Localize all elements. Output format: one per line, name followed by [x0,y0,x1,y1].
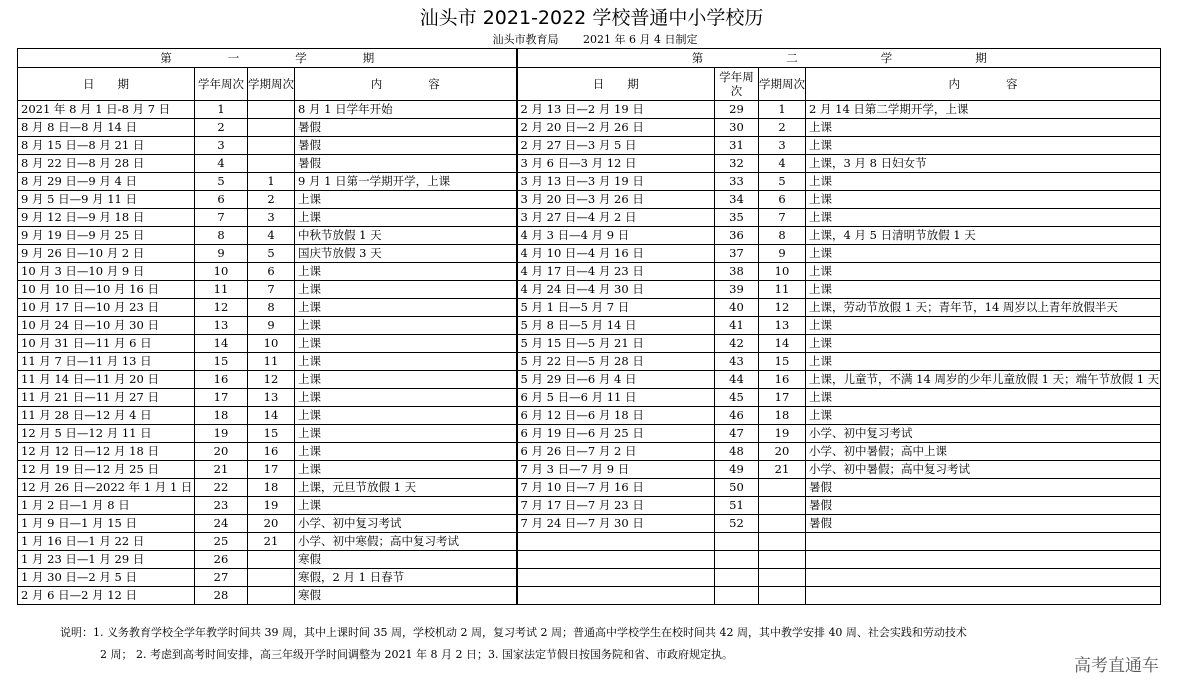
table-row [18,245,1161,263]
term-week-cell: 21 [759,461,806,479]
term-week-cell: 13 [248,389,295,407]
term-week-cell: 17 [248,461,295,479]
term-week-cell [759,497,806,515]
term-week-cell [759,533,806,551]
table-row [18,569,1161,587]
table-row [18,137,1161,155]
date-cell: 7 月 3 日—7 月 9 日 [517,461,715,479]
year-week-cell: 9 [195,245,248,263]
year-week-cell: 11 [195,281,248,299]
watermark-text: 高考直通车 [1074,656,1159,676]
date-cell: 9 月 12 日—9 月 18 日 [18,209,195,227]
year-week-cell: 29 [715,101,759,119]
content-cell: 上课 [806,209,1161,227]
year-week-cell: 47 [715,425,759,443]
content-cell: 上课，元旦节放假 1 天 [295,479,517,497]
content-cell: 上课 [295,191,517,209]
year-week-cell: 20 [195,443,248,461]
term-week-cell [759,587,806,605]
term-week-cell: 2 [248,191,295,209]
term-week-cell: 19 [759,425,806,443]
content-cell: 上课 [295,299,517,317]
year-week-cell: 16 [195,371,248,389]
term-week-cell [248,119,295,137]
table-row [18,335,1161,353]
content-cell [806,569,1161,587]
content-cell: 上课 [295,281,517,299]
table-row [18,587,1161,605]
date-cell: 8 月 8 日—8 月 14 日 [18,119,195,137]
date-cell: 12 月 12 日—12 月 18 日 [18,443,195,461]
year-week-cell: 1 [195,101,248,119]
content-cell: 上课 [295,317,517,335]
year-week-cell [715,587,759,605]
term-week-cell: 11 [759,281,806,299]
content-cell: 上课 [806,119,1161,137]
year-week-cell: 36 [715,227,759,245]
notes-line-2: 2 周； 2. 考虑到高考时间安排，高三年级开学时间调整为 2021 年 8 月 2 日；3. 国家法定节假日按国务院和省、市政府规定执。 [100,648,733,661]
content-cell: 2 月 14 日第二学期开学，上课 [806,101,1161,119]
year-week-cell: 2 [195,119,248,137]
year-week-cell: 42 [715,335,759,353]
term-week-cell: 3 [759,137,806,155]
year-week-cell: 5 [195,173,248,191]
year-week-cell: 22 [195,479,248,497]
table-row [18,443,1161,461]
term-week-cell [759,479,806,497]
content-cell: 上课 [806,353,1161,371]
term-week-cell: 20 [248,515,295,533]
year-week-cell: 23 [195,497,248,515]
date-cell: 7 月 24 日—7 月 30 日 [517,515,715,533]
content-cell: 中秋节放假 1 天 [295,227,517,245]
year-week-cell: 24 [195,515,248,533]
content-cell: 上课 [295,407,517,425]
term-week-cell [248,155,295,173]
content-cell: 上课，4 月 5 日清明节放假 1 天 [806,227,1161,245]
content-cell: 上课 [806,173,1161,191]
term-week-cell: 15 [759,353,806,371]
year-week-cell: 8 [195,227,248,245]
year-week-cell [715,533,759,551]
date-cell: 12 月 19 日—12 月 25 日 [18,461,195,479]
date-cell: 5 月 8 日—5 月 14 日 [517,317,715,335]
table-row [18,191,1161,209]
term-week-cell: 1 [759,101,806,119]
content-cell: 暑假 [806,515,1161,533]
date-cell: 11 月 28 日—12 月 4 日 [18,407,195,425]
year-week-cell: 17 [195,389,248,407]
date-cell: 7 月 10 日—7 月 16 日 [517,479,715,497]
date-cell: 11 月 14 日—11 月 20 日 [18,371,195,389]
table-row [18,227,1161,245]
content-cell: 上课 [295,263,517,281]
table-row [18,299,1161,317]
date-cell: 2 月 13 日—2 月 19 日 [517,101,715,119]
table-row [18,353,1161,371]
year-week-cell [715,551,759,569]
year-week-cell: 41 [715,317,759,335]
content-cell: 上课 [806,137,1161,155]
year-week-cell: 37 [715,245,759,263]
content-cell: 暑假 [806,497,1161,515]
table-row [18,407,1161,425]
term-week-cell: 13 [759,317,806,335]
content-cell: 上课 [806,389,1161,407]
date-cell: 3 月 27 日—4 月 2 日 [517,209,715,227]
year-week-cell: 50 [715,479,759,497]
date-cell: 12 月 26 日—2022 年 1 月 1 日 [18,479,195,497]
content-cell: 小学、初中寒假；高中复习考试 [295,533,517,551]
table-row [18,173,1161,191]
term-week-cell [759,551,806,569]
table-row [18,119,1161,137]
term-week-cell: 2 [759,119,806,137]
date-cell: 10 月 3 日—10 月 9 日 [18,263,195,281]
term-week-cell [248,137,295,155]
table-row [18,209,1161,227]
term-week-cell: 18 [759,407,806,425]
term-week-cell: 10 [248,335,295,353]
date-cell: 12 月 5 日—12 月 11 日 [18,425,195,443]
year-week-cell: 34 [715,191,759,209]
date-cell: 1 月 9 日—1 月 15 日 [18,515,195,533]
table-row [18,533,1161,551]
content-cell: 上课 [806,335,1161,353]
date-cell: 9 月 26 日—10 月 2 日 [18,245,195,263]
term-week-cell [248,569,295,587]
date-cell: 6 月 19 日—6 月 25 日 [517,425,715,443]
content-cell: 上课，儿童节，不满 14 周岁的少年儿童放假 1 天；端午节放假 1 天 [806,371,1161,389]
year-week-cell: 6 [195,191,248,209]
year-week-cell: 39 [715,281,759,299]
year-week-column-header: 学年周次 [715,68,759,101]
date-column-header: 日 期 [18,68,195,101]
year-week-cell: 19 [195,425,248,443]
term-week-cell: 16 [759,371,806,389]
content-cell: 暑假 [295,119,517,137]
date-cell: 10 月 17 日—10 月 23 日 [18,299,195,317]
content-cell: 上课，3 月 8 日妇女节 [806,155,1161,173]
date-cell: 6 月 12 日—6 月 18 日 [517,407,715,425]
term-week-cell: 8 [759,227,806,245]
date-cell: 8 月 22 日—8 月 28 日 [18,155,195,173]
content-cell: 上课 [295,443,517,461]
content-cell: 上课 [806,281,1161,299]
date-cell: 11 月 7 日—11 月 13 日 [18,353,195,371]
date-cell: 2 月 27 日—3 月 5 日 [517,137,715,155]
date-cell: 3 月 20 日—3 月 26 日 [517,191,715,209]
content-cell [806,587,1161,605]
date-cell: 1 月 2 日—1 月 8 日 [18,497,195,515]
notes-line-1: 说明：1. 义务教育学校全学年教学时间共 39 周，其中上课时间 35 周，学校机动 2 周，复习考试 2 周；普通高中学校学生在校时间共 42 周，其中教学安排 40 周、社会实践和劳动技术 [60,626,967,639]
date-cell: 4 月 17 日—4 月 23 日 [517,263,715,281]
date-cell: 9 月 5 日—9 月 11 日 [18,191,195,209]
term-week-cell: 19 [248,497,295,515]
content-cell: 暑假 [295,155,517,173]
content-cell: 上课 [295,371,517,389]
term-week-cell: 14 [759,335,806,353]
content-cell: 暑假 [806,479,1161,497]
term-week-column-header: 学期周次 [248,68,295,101]
content-cell: 上课，劳动节放假 1 天；青年节，14 周岁以上青年放假半天 [806,299,1161,317]
table-row [18,317,1161,335]
term-week-cell: 9 [759,245,806,263]
table-row [18,101,1161,119]
date-cell [517,533,715,551]
content-cell: 上课 [806,407,1161,425]
content-cell: 上课 [295,461,517,479]
term-week-cell: 16 [248,443,295,461]
school-calendar-table [17,48,1161,605]
term-week-cell: 5 [759,173,806,191]
content-cell: 上课 [806,245,1161,263]
date-cell: 6 月 5 日—6 月 11 日 [517,389,715,407]
date-cell: 7 月 17 日—7 月 23 日 [517,497,715,515]
content-cell: 寒假 [295,587,517,605]
page-subtitle: 汕头市教育局 2021 年 6 月 4 日制定 [492,33,698,46]
term-week-cell: 6 [248,263,295,281]
date-cell: 10 月 10 日—10 月 16 日 [18,281,195,299]
semester2-header: 第 二 学 期 [517,49,1161,68]
year-week-cell: 25 [195,533,248,551]
date-cell: 5 月 15 日—5 月 21 日 [517,335,715,353]
content-cell: 暑假 [295,137,517,155]
date-cell: 3 月 6 日—3 月 12 日 [517,155,715,173]
date-cell: 2021 年 8 月 1 日-8 月 7 日 [18,101,195,119]
date-cell: 11 月 21 日—11 月 27 日 [18,389,195,407]
date-cell: 5 月 22 日—5 月 28 日 [517,353,715,371]
term-week-cell: 7 [759,209,806,227]
content-cell: 寒假，2 月 1 日春节 [295,569,517,587]
content-cell: 上课 [295,497,517,515]
date-cell: 9 月 19 日—9 月 25 日 [18,227,195,245]
year-week-cell: 38 [715,263,759,281]
year-week-cell: 7 [195,209,248,227]
term-week-cell: 14 [248,407,295,425]
date-cell: 4 月 3 日—4 月 9 日 [517,227,715,245]
date-cell [517,569,715,587]
term-week-cell [248,551,295,569]
date-cell: 4 月 24 日—4 月 30 日 [517,281,715,299]
year-week-cell: 28 [195,587,248,605]
year-week-cell: 14 [195,335,248,353]
year-week-cell: 12 [195,299,248,317]
page-title: 汕头市 2021-2022 学校普通中小学校历 [419,7,764,29]
content-cell: 9 月 1 日第一学期开学，上课 [295,173,517,191]
date-cell: 5 月 1 日—5 月 7 日 [517,299,715,317]
term-week-cell: 3 [248,209,295,227]
calendar-body [18,101,1161,605]
year-week-cell: 4 [195,155,248,173]
content-cell: 上课 [295,425,517,443]
date-cell: 1 月 30 日—2 月 5 日 [18,569,195,587]
content-cell: 上课 [806,263,1161,281]
date-cell: 8 月 15 日—8 月 21 日 [18,137,195,155]
date-column-header: 日 期 [517,68,715,101]
content-cell: 寒假 [295,551,517,569]
content-column-header: 内 容 [806,68,1161,101]
year-week-cell: 33 [715,173,759,191]
year-week-cell: 10 [195,263,248,281]
table-row [18,155,1161,173]
date-cell [517,587,715,605]
year-week-cell: 43 [715,353,759,371]
year-week-cell: 15 [195,353,248,371]
term-week-cell: 7 [248,281,295,299]
term-week-cell: 12 [248,371,295,389]
term-week-cell: 6 [759,191,806,209]
year-week-cell: 52 [715,515,759,533]
table-row [18,497,1161,515]
content-cell: 上课 [295,389,517,407]
year-week-cell: 49 [715,461,759,479]
date-cell: 10 月 31 日—11 月 6 日 [18,335,195,353]
year-week-cell: 30 [715,119,759,137]
term-week-cell: 9 [248,317,295,335]
year-week-cell: 3 [195,137,248,155]
content-cell: 小学、初中暑假；高中上课 [806,443,1161,461]
term-week-cell [759,515,806,533]
term-week-cell: 10 [759,263,806,281]
table-row [18,551,1161,569]
content-cell: 上课 [295,209,517,227]
table-row [18,425,1161,443]
year-week-cell: 44 [715,371,759,389]
term-week-cell: 21 [248,533,295,551]
year-week-cell: 40 [715,299,759,317]
date-cell: 3 月 13 日—3 月 19 日 [517,173,715,191]
table-row [18,281,1161,299]
date-cell: 8 月 29 日—9 月 4 日 [18,173,195,191]
year-week-cell: 45 [715,389,759,407]
year-week-column-header: 学年周次 [195,68,248,101]
content-cell [806,551,1161,569]
semester1-header: 第 一 学 期 [18,49,517,68]
date-cell: 4 月 10 日—4 月 16 日 [517,245,715,263]
content-cell: 上课 [806,191,1161,209]
term-week-cell [248,587,295,605]
year-week-cell: 31 [715,137,759,155]
year-week-cell [715,569,759,587]
year-week-cell: 46 [715,407,759,425]
year-week-cell: 21 [195,461,248,479]
term-week-cell [248,101,295,119]
term-week-cell: 18 [248,479,295,497]
table-row [18,461,1161,479]
content-cell: 国庆节放假 3 天 [295,245,517,263]
year-week-cell: 32 [715,155,759,173]
year-week-cell: 48 [715,443,759,461]
term-week-column-header: 学期周次 [759,68,806,101]
content-cell: 小学、初中复习考试 [295,515,517,533]
content-cell: 上课 [806,317,1161,335]
term-week-cell: 20 [759,443,806,461]
content-cell: 上课 [295,353,517,371]
table-row [18,263,1161,281]
year-week-cell: 27 [195,569,248,587]
term-week-cell: 15 [248,425,295,443]
term-week-cell: 4 [759,155,806,173]
content-cell [806,533,1161,551]
year-week-cell: 51 [715,497,759,515]
term-week-cell: 4 [248,227,295,245]
table-row [18,371,1161,389]
term-week-cell: 5 [248,245,295,263]
date-cell: 6 月 26 日—7 月 2 日 [517,443,715,461]
table-row [18,515,1161,533]
term-week-cell: 1 [248,173,295,191]
table-row [18,389,1161,407]
year-week-cell: 13 [195,317,248,335]
date-cell: 2 月 6 日—2 月 12 日 [18,587,195,605]
content-cell: 8 月 1 日学年开始 [295,101,517,119]
date-cell: 5 月 29 日—6 月 4 日 [517,371,715,389]
term-week-cell: 17 [759,389,806,407]
term-week-cell [759,569,806,587]
term-week-cell: 8 [248,299,295,317]
year-week-cell: 35 [715,209,759,227]
date-cell: 2 月 20 日—2 月 26 日 [517,119,715,137]
date-cell: 10 月 24 日—10 月 30 日 [18,317,195,335]
date-cell: 1 月 16 日—1 月 22 日 [18,533,195,551]
date-cell [517,551,715,569]
table-row [18,479,1161,497]
year-week-cell: 18 [195,407,248,425]
term-week-cell: 11 [248,353,295,371]
term-week-cell: 12 [759,299,806,317]
date-cell: 1 月 23 日—1 月 29 日 [18,551,195,569]
content-column-header: 内 容 [295,68,517,101]
content-cell: 上课 [295,335,517,353]
content-cell: 小学、初中复习考试 [806,425,1161,443]
year-week-cell: 26 [195,551,248,569]
content-cell: 小学、初中暑假；高中复习考试 [806,461,1161,479]
